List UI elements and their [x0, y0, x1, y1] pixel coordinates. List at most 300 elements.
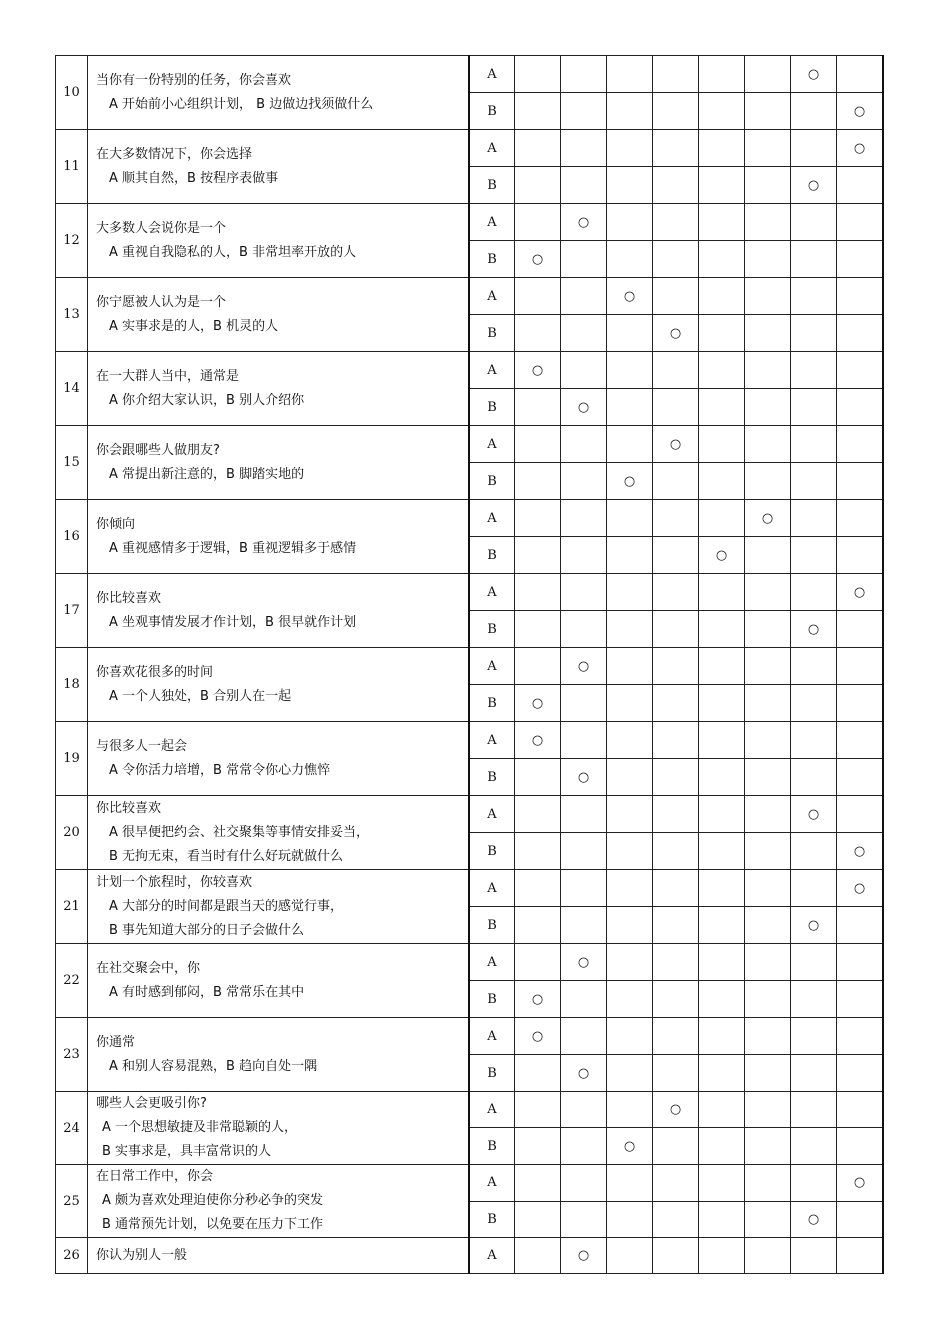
- score-cell[interactable]: [653, 315, 699, 352]
- score-cell[interactable]: [607, 833, 653, 870]
- score-cell[interactable]: [699, 759, 745, 796]
- score-cell[interactable]: [791, 352, 837, 389]
- score-cell[interactable]: [699, 537, 745, 574]
- score-cell[interactable]: [745, 907, 791, 944]
- score-cell[interactable]: [515, 130, 561, 167]
- score-cell[interactable]: [607, 907, 653, 944]
- score-cell[interactable]: [515, 981, 561, 1018]
- question-prompt: 你比较喜欢: [96, 590, 162, 606]
- question-text: [88, 278, 470, 352]
- score-cell[interactable]: [791, 907, 837, 944]
- score-cell[interactable]: [515, 870, 561, 907]
- score-cell[interactable]: [699, 204, 745, 241]
- score-cell[interactable]: [515, 1018, 561, 1055]
- score-cell[interactable]: [607, 944, 653, 981]
- question-number: 17: [56, 574, 88, 648]
- question-option-line: A 和别人容易混熟，B 趋向自处一隅: [109, 1058, 318, 1074]
- score-cell[interactable]: [561, 870, 607, 907]
- score-cell[interactable]: [607, 722, 653, 759]
- question-option-line: A 颇为喜欢处理迫使你分秒必争的突发: [102, 1193, 324, 1208]
- score-cell[interactable]: [699, 1201, 745, 1238]
- score-cell[interactable]: [837, 907, 884, 944]
- score-cell[interactable]: [607, 463, 653, 500]
- score-cell[interactable]: [837, 352, 884, 389]
- score-cell[interactable]: [791, 500, 837, 537]
- option-a-label: A: [469, 648, 515, 685]
- score-cell[interactable]: [791, 944, 837, 981]
- score-cell[interactable]: [699, 574, 745, 611]
- score-cell[interactable]: [699, 685, 745, 722]
- score-cell[interactable]: [515, 426, 561, 463]
- score-cell[interactable]: [837, 870, 884, 907]
- score-cell[interactable]: [515, 1128, 561, 1165]
- score-cell[interactable]: [653, 648, 699, 685]
- score-cell[interactable]: [561, 204, 607, 241]
- score-cell[interactable]: [607, 1092, 653, 1128]
- score-cell[interactable]: [561, 796, 607, 833]
- score-cell[interactable]: [791, 833, 837, 870]
- score-cell[interactable]: [745, 463, 791, 500]
- score-cell[interactable]: [745, 130, 791, 167]
- score-cell[interactable]: [837, 981, 884, 1018]
- circle-mark-icon: ○: [669, 436, 682, 452]
- score-cell[interactable]: [837, 1018, 884, 1055]
- score-cell[interactable]: [837, 796, 884, 833]
- score-cell[interactable]: [653, 574, 699, 611]
- score-cell[interactable]: [653, 611, 699, 648]
- score-cell[interactable]: [791, 463, 837, 500]
- score-cell[interactable]: [607, 278, 653, 315]
- score-cell[interactable]: [515, 1092, 561, 1128]
- score-cell[interactable]: [745, 1092, 791, 1128]
- question-prompt: 哪些人会更吸引你?: [96, 1096, 207, 1111]
- score-cell[interactable]: [653, 56, 699, 93]
- score-cell[interactable]: [607, 1165, 653, 1202]
- score-cell[interactable]: [745, 759, 791, 796]
- score-cell[interactable]: [607, 611, 653, 648]
- score-cell[interactable]: [607, 648, 653, 685]
- score-cell[interactable]: [515, 1055, 561, 1092]
- score-cell[interactable]: [745, 204, 791, 241]
- score-cell[interactable]: [515, 500, 561, 537]
- score-cell[interactable]: [515, 833, 561, 870]
- circle-mark-icon: ○: [623, 473, 636, 489]
- score-cell[interactable]: [653, 796, 699, 833]
- score-cell[interactable]: [837, 1165, 884, 1202]
- score-cell[interactable]: [561, 1238, 607, 1274]
- score-cell[interactable]: [607, 500, 653, 537]
- score-cell[interactable]: [561, 648, 607, 685]
- score-cell[interactable]: [607, 389, 653, 426]
- score-cell[interactable]: [515, 463, 561, 500]
- score-cell[interactable]: [515, 759, 561, 796]
- score-cell[interactable]: [699, 944, 745, 981]
- score-cell[interactable]: [791, 1092, 837, 1128]
- score-cell[interactable]: [561, 833, 607, 870]
- score-cell[interactable]: [607, 1201, 653, 1238]
- circle-mark-icon: ○: [715, 547, 728, 563]
- score-cell[interactable]: [653, 93, 699, 130]
- score-cell[interactable]: [653, 500, 699, 537]
- score-cell[interactable]: [653, 759, 699, 796]
- score-cell[interactable]: [607, 1128, 653, 1165]
- score-cell[interactable]: [837, 278, 884, 315]
- score-cell[interactable]: [607, 315, 653, 352]
- score-cell[interactable]: [837, 426, 884, 463]
- score-cell[interactable]: [653, 870, 699, 907]
- score-cell[interactable]: [653, 1238, 699, 1274]
- score-cell[interactable]: [745, 278, 791, 315]
- score-cell[interactable]: [837, 759, 884, 796]
- score-cell[interactable]: [745, 315, 791, 352]
- score-cell[interactable]: [837, 944, 884, 981]
- score-cell[interactable]: [791, 167, 837, 204]
- question-prompt: 当你有一份特别的任务，你会喜欢: [96, 72, 292, 88]
- score-cell[interactable]: [607, 685, 653, 722]
- score-cell[interactable]: [653, 1165, 699, 1202]
- score-cell[interactable]: [837, 93, 884, 130]
- score-cell[interactable]: [607, 1238, 653, 1274]
- score-cell[interactable]: [745, 944, 791, 981]
- score-cell[interactable]: [837, 500, 884, 537]
- score-cell[interactable]: [699, 796, 745, 833]
- score-cell[interactable]: [745, 93, 791, 130]
- score-cell[interactable]: [837, 241, 884, 278]
- score-cell[interactable]: [745, 796, 791, 833]
- score-cell[interactable]: [561, 611, 607, 648]
- score-cell[interactable]: [837, 315, 884, 352]
- score-cell[interactable]: [561, 1055, 607, 1092]
- score-cell[interactable]: [745, 981, 791, 1018]
- option-a-label: A: [469, 130, 515, 167]
- score-cell[interactable]: [791, 315, 837, 352]
- score-cell[interactable]: [791, 1201, 837, 1238]
- score-cell[interactable]: [745, 1128, 791, 1165]
- score-cell[interactable]: [791, 389, 837, 426]
- option-a-label: A: [469, 1165, 515, 1202]
- score-cell[interactable]: [699, 130, 745, 167]
- score-cell[interactable]: [561, 500, 607, 537]
- score-cell[interactable]: [699, 93, 745, 130]
- score-cell[interactable]: [607, 1018, 653, 1055]
- score-cell[interactable]: [791, 1238, 837, 1274]
- score-cell[interactable]: [699, 278, 745, 315]
- score-cell[interactable]: [561, 130, 607, 167]
- question-option-line: B 实事求是，具丰富常识的人: [102, 1144, 272, 1159]
- score-cell[interactable]: [653, 426, 699, 463]
- question-row: [56, 352, 884, 389]
- score-cell[interactable]: [699, 315, 745, 352]
- score-cell[interactable]: [791, 685, 837, 722]
- score-cell[interactable]: [653, 167, 699, 204]
- question-text: [88, 1165, 470, 1238]
- score-cell[interactable]: [837, 722, 884, 759]
- score-cell[interactable]: [699, 241, 745, 278]
- score-cell[interactable]: [653, 241, 699, 278]
- score-cell[interactable]: [699, 352, 745, 389]
- option-b-label: B: [469, 611, 515, 648]
- score-cell[interactable]: [515, 204, 561, 241]
- question-text: [88, 1238, 470, 1274]
- score-cell[interactable]: [607, 241, 653, 278]
- score-cell[interactable]: [561, 981, 607, 1018]
- score-cell[interactable]: [515, 1201, 561, 1238]
- score-cell[interactable]: [699, 500, 745, 537]
- option-a-label: A: [469, 500, 515, 537]
- score-cell[interactable]: [607, 870, 653, 907]
- option-b-label: B: [469, 93, 515, 130]
- score-cell[interactable]: [699, 389, 745, 426]
- score-cell[interactable]: [515, 56, 561, 93]
- score-cell[interactable]: [745, 241, 791, 278]
- question-option-line: A 坐观事情发展才作计划，B 很早就作计划: [109, 614, 357, 630]
- score-cell[interactable]: [607, 426, 653, 463]
- score-cell[interactable]: [653, 907, 699, 944]
- score-cell[interactable]: [837, 648, 884, 685]
- score-cell[interactable]: [561, 93, 607, 130]
- score-cell[interactable]: [515, 944, 561, 981]
- score-cell[interactable]: [607, 574, 653, 611]
- score-cell[interactable]: [699, 1165, 745, 1202]
- score-cell[interactable]: [791, 722, 837, 759]
- score-cell[interactable]: [515, 389, 561, 426]
- score-cell[interactable]: [745, 648, 791, 685]
- score-cell[interactable]: [745, 167, 791, 204]
- score-cell[interactable]: [653, 944, 699, 981]
- score-cell[interactable]: [515, 796, 561, 833]
- score-cell[interactable]: [515, 241, 561, 278]
- score-cell[interactable]: [837, 167, 884, 204]
- score-cell[interactable]: [837, 574, 884, 611]
- score-cell[interactable]: [607, 130, 653, 167]
- score-cell[interactable]: [561, 426, 607, 463]
- score-cell[interactable]: [837, 56, 884, 93]
- score-cell[interactable]: [561, 1092, 607, 1128]
- score-cell[interactable]: [699, 1128, 745, 1165]
- score-cell[interactable]: [561, 1165, 607, 1202]
- question-row: [56, 796, 884, 833]
- score-cell[interactable]: [791, 1165, 837, 1202]
- score-cell[interactable]: [653, 352, 699, 389]
- score-cell[interactable]: [791, 796, 837, 833]
- circle-mark-icon: ○: [807, 806, 820, 822]
- score-cell[interactable]: [745, 870, 791, 907]
- score-cell[interactable]: [699, 1018, 745, 1055]
- score-cell[interactable]: [515, 685, 561, 722]
- question-option-line: B 无拘无束，看当时有什么好玩就做什么: [109, 848, 344, 864]
- score-cell[interactable]: [791, 426, 837, 463]
- score-cell[interactable]: [607, 93, 653, 130]
- score-cell[interactable]: [791, 130, 837, 167]
- score-cell[interactable]: [699, 981, 745, 1018]
- score-cell[interactable]: [837, 611, 884, 648]
- score-cell[interactable]: [515, 1238, 561, 1274]
- score-cell[interactable]: [699, 611, 745, 648]
- score-cell[interactable]: [791, 93, 837, 130]
- score-cell[interactable]: [515, 574, 561, 611]
- score-cell[interactable]: [699, 463, 745, 500]
- score-cell[interactable]: [561, 315, 607, 352]
- option-b-label: B: [469, 981, 515, 1018]
- score-cell[interactable]: [653, 722, 699, 759]
- score-cell[interactable]: [791, 611, 837, 648]
- score-cell[interactable]: [561, 1201, 607, 1238]
- score-cell[interactable]: [699, 1055, 745, 1092]
- score-cell[interactable]: [699, 167, 745, 204]
- circle-mark-icon: ○: [853, 140, 866, 156]
- score-cell[interactable]: [837, 1238, 884, 1274]
- score-cell[interactable]: [699, 1092, 745, 1128]
- score-cell[interactable]: [699, 1238, 745, 1274]
- score-cell[interactable]: [791, 648, 837, 685]
- score-cell[interactable]: [791, 1128, 837, 1165]
- score-cell[interactable]: [561, 241, 607, 278]
- score-cell[interactable]: [653, 278, 699, 315]
- score-cell[interactable]: [745, 500, 791, 537]
- score-cell[interactable]: [791, 759, 837, 796]
- score-cell[interactable]: [607, 759, 653, 796]
- score-cell[interactable]: [607, 352, 653, 389]
- score-cell[interactable]: [561, 389, 607, 426]
- score-cell[interactable]: [699, 426, 745, 463]
- score-cell[interactable]: [561, 907, 607, 944]
- option-b-label: B: [469, 241, 515, 278]
- score-cell[interactable]: [561, 759, 607, 796]
- score-cell[interactable]: [653, 1055, 699, 1092]
- score-cell[interactable]: [699, 907, 745, 944]
- score-cell[interactable]: [515, 648, 561, 685]
- score-cell[interactable]: [561, 722, 607, 759]
- score-cell[interactable]: [745, 1238, 791, 1274]
- score-cell[interactable]: [791, 241, 837, 278]
- score-cell[interactable]: [745, 833, 791, 870]
- question-prompt: 你宁愿被人认为是一个: [96, 294, 227, 310]
- score-cell[interactable]: [607, 1055, 653, 1092]
- option-a-label: A: [469, 574, 515, 611]
- score-cell[interactable]: [837, 1055, 884, 1092]
- score-cell[interactable]: [653, 130, 699, 167]
- score-cell[interactable]: [561, 537, 607, 574]
- score-cell[interactable]: [653, 981, 699, 1018]
- score-cell[interactable]: [837, 1092, 884, 1128]
- score-cell[interactable]: [561, 1128, 607, 1165]
- score-cell[interactable]: [561, 352, 607, 389]
- score-cell[interactable]: [515, 907, 561, 944]
- score-cell[interactable]: [607, 204, 653, 241]
- score-cell[interactable]: [515, 722, 561, 759]
- score-cell[interactable]: [515, 352, 561, 389]
- score-cell[interactable]: [561, 278, 607, 315]
- score-cell[interactable]: [791, 1055, 837, 1092]
- score-cell[interactable]: [745, 574, 791, 611]
- score-cell[interactable]: [607, 981, 653, 1018]
- score-cell[interactable]: [745, 537, 791, 574]
- score-cell[interactable]: [653, 537, 699, 574]
- score-cell[interactable]: [607, 537, 653, 574]
- score-cell[interactable]: [745, 352, 791, 389]
- score-cell[interactable]: [561, 463, 607, 500]
- score-cell[interactable]: [699, 870, 745, 907]
- score-cell[interactable]: [699, 833, 745, 870]
- circle-mark-icon: ○: [853, 103, 866, 119]
- question-number: 20: [56, 796, 88, 870]
- score-cell[interactable]: [837, 685, 884, 722]
- score-cell[interactable]: [653, 389, 699, 426]
- score-cell[interactable]: [561, 56, 607, 93]
- score-cell[interactable]: [561, 167, 607, 204]
- score-cell[interactable]: [837, 463, 884, 500]
- option-b-label: B: [469, 759, 515, 796]
- score-cell[interactable]: [745, 685, 791, 722]
- score-cell[interactable]: [745, 1018, 791, 1055]
- score-cell[interactable]: [653, 1018, 699, 1055]
- score-cell[interactable]: [745, 426, 791, 463]
- score-cell[interactable]: [515, 1165, 561, 1202]
- score-cell[interactable]: [653, 833, 699, 870]
- score-cell[interactable]: [653, 463, 699, 500]
- score-cell[interactable]: [561, 944, 607, 981]
- score-cell[interactable]: [515, 611, 561, 648]
- score-cell[interactable]: [791, 204, 837, 241]
- question-option-line: A 一个人独处，B 合别人在一起: [109, 688, 292, 704]
- score-cell[interactable]: [745, 722, 791, 759]
- score-cell[interactable]: [745, 611, 791, 648]
- score-cell[interactable]: [837, 1128, 884, 1165]
- score-cell[interactable]: [791, 574, 837, 611]
- score-cell[interactable]: [699, 648, 745, 685]
- score-cell[interactable]: [837, 204, 884, 241]
- score-cell[interactable]: [653, 1128, 699, 1165]
- score-cell[interactable]: [791, 537, 837, 574]
- score-cell[interactable]: [653, 204, 699, 241]
- question-text: [88, 1018, 470, 1092]
- score-cell[interactable]: [561, 1018, 607, 1055]
- score-cell[interactable]: [745, 56, 791, 93]
- score-cell[interactable]: [561, 685, 607, 722]
- score-cell[interactable]: [837, 130, 884, 167]
- score-cell[interactable]: [515, 315, 561, 352]
- score-cell[interactable]: [745, 389, 791, 426]
- score-cell[interactable]: [515, 537, 561, 574]
- score-cell[interactable]: [791, 981, 837, 1018]
- score-cell[interactable]: [607, 796, 653, 833]
- score-cell[interactable]: [837, 389, 884, 426]
- score-cell[interactable]: [791, 1018, 837, 1055]
- score-cell[interactable]: [745, 1165, 791, 1202]
- score-cell[interactable]: [791, 278, 837, 315]
- option-a-label: A: [469, 1092, 515, 1128]
- score-cell[interactable]: [653, 1092, 699, 1128]
- score-cell[interactable]: [653, 685, 699, 722]
- questionnaire-table: [55, 55, 884, 1274]
- score-cell[interactable]: [515, 278, 561, 315]
- score-cell[interactable]: [791, 56, 837, 93]
- score-cell[interactable]: [745, 1201, 791, 1238]
- score-cell[interactable]: [837, 1201, 884, 1238]
- score-cell[interactable]: [699, 722, 745, 759]
- score-cell[interactable]: [561, 574, 607, 611]
- score-cell[interactable]: [837, 537, 884, 574]
- score-cell[interactable]: [515, 93, 561, 130]
- score-cell[interactable]: [699, 56, 745, 93]
- score-cell[interactable]: [837, 833, 884, 870]
- score-cell[interactable]: [515, 167, 561, 204]
- score-cell[interactable]: [653, 1201, 699, 1238]
- score-cell[interactable]: [745, 1055, 791, 1092]
- score-cell[interactable]: [791, 870, 837, 907]
- score-cell[interactable]: [607, 56, 653, 93]
- score-cell[interactable]: [607, 167, 653, 204]
